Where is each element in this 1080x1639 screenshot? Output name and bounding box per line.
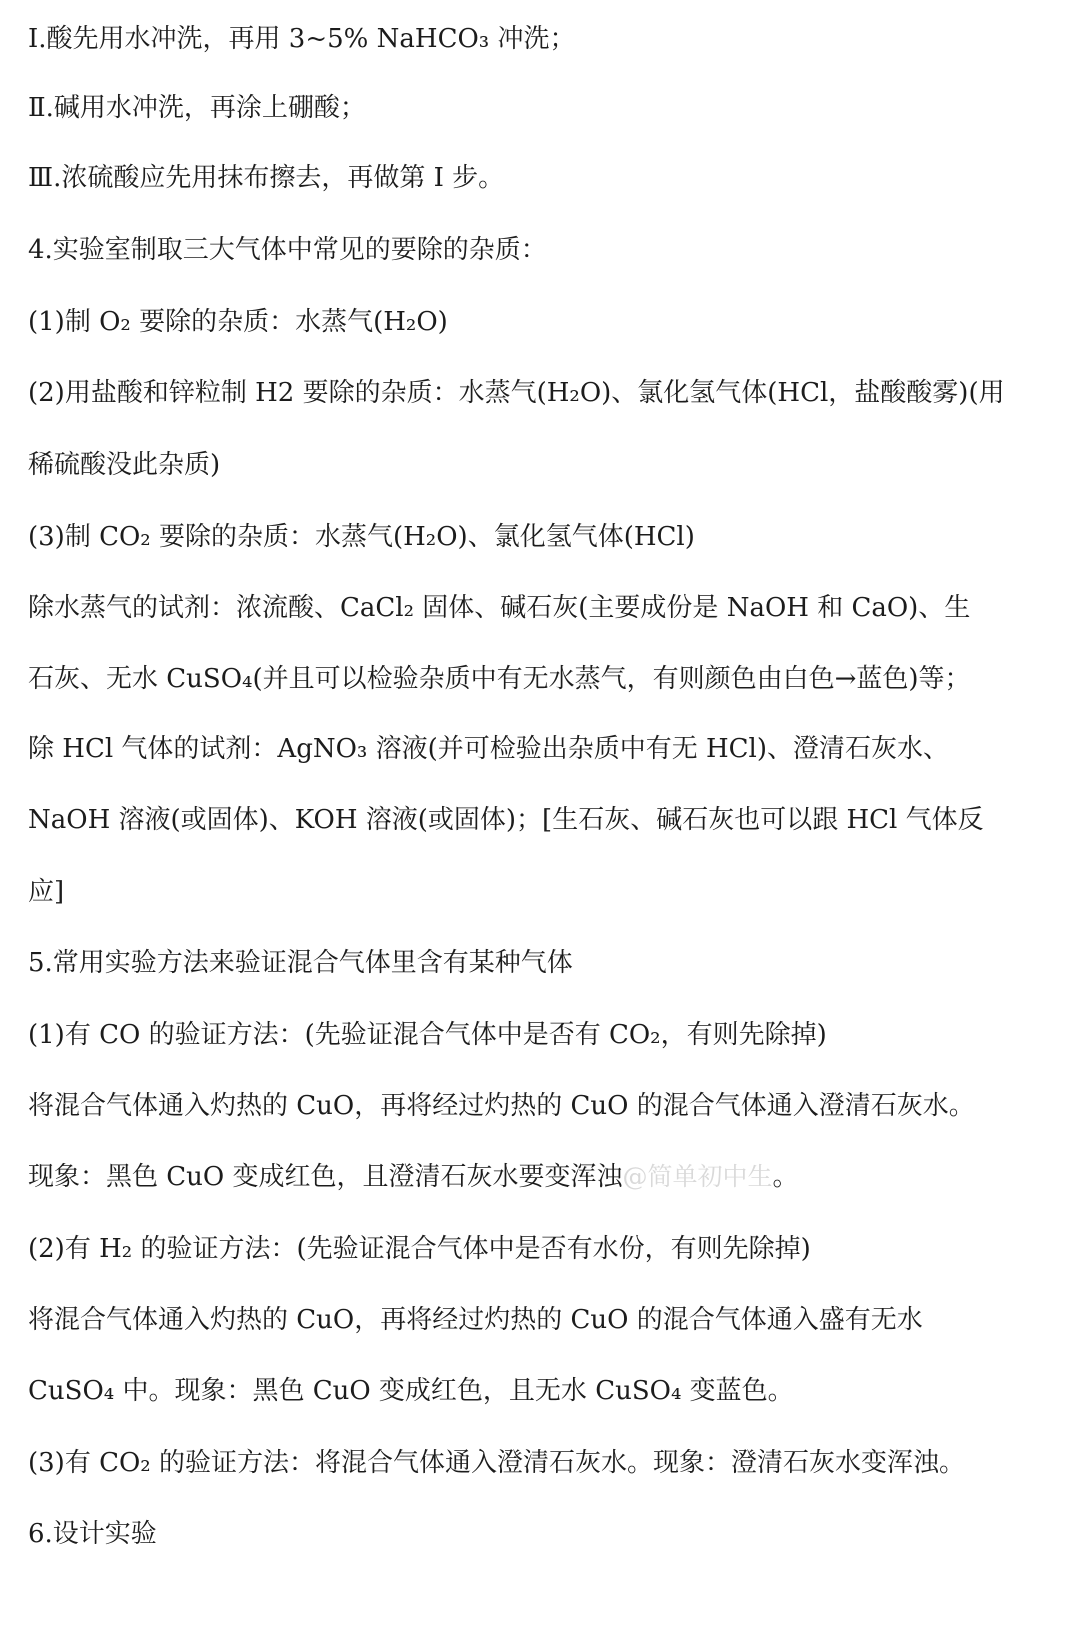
text-line: (3)有 CO₂ 的验证方法：将混合气体通入澄清石灰水。现象：澄清石灰水变浑浊。 bbox=[28, 1448, 965, 1478]
text-line: 4.实验室制取三大气体中常见的要除的杂质： bbox=[28, 235, 547, 265]
text-line: 稀硫酸没此杂质) bbox=[28, 450, 221, 480]
text-line: Ⅱ.碱用水冲洗，再涂上硼酸； bbox=[28, 93, 366, 123]
text-line: (1)有 CO 的验证方法：(先验证混合气体中是否有 CO₂，有则先除掉) bbox=[28, 1020, 827, 1050]
text-line: (2)有 H₂ 的验证方法：(先验证混合气体中是否有水份，有则先除掉) bbox=[28, 1234, 811, 1264]
text-line: 应] bbox=[28, 877, 65, 907]
line-tail-punctuation: 。 bbox=[772, 1162, 799, 1192]
text-line: (1)制 O₂ 要除的杂质：水蒸气(H₂O) bbox=[28, 307, 448, 337]
text-line: CuSO₄ 中。现象：黑色 CuO 变成红色，且无水 CuSO₄ 变蓝色。 bbox=[28, 1376, 794, 1406]
text-line: (2)用盐酸和锌粒制 H2 要除的杂质：水蒸气(H₂O)、氯化氢气体(HCl，盐酸酸雾)(用 bbox=[28, 378, 1005, 408]
text-line: NaOH 溶液(或固体)、KOH 溶液(或固体)；[生石灰、碱石灰也可以跟 HCl 气体反 bbox=[28, 805, 984, 835]
text-line-with-watermark bbox=[28, 1152, 1062, 1202]
watermark: @简单初中生 bbox=[622, 1162, 773, 1191]
text-line: Ⅲ.浓硫酸应先用抹布擦去，再做第 Ⅰ 步。 bbox=[28, 163, 505, 193]
text-line: 除 HCl 气体的试剂：AgNO₃ 溶液(并可检验出杂质中有无 HCl)、澄清石灰水、 bbox=[28, 734, 950, 764]
text-line: 除水蒸气的试剂：浓流酸、CaCl₂ 固体、碱石灰(主要成份是 NaOH 和 CaO)、生 bbox=[28, 593, 971, 623]
text-line: 石灰、无水 CuSO₄(并且可以检验杂质中有无水蒸气，有则颜色由白色→蓝色)等； bbox=[28, 664, 971, 694]
text-line: 6.设计实验 bbox=[28, 1519, 157, 1549]
text-line: 将混合气体通入灼热的 CuO，再将经过灼热的 CuO 的混合气体通入盛有无水 bbox=[28, 1305, 923, 1335]
text-line: 现象：黑色 CuO 变成红色，且澄清石灰水要变浑浊 bbox=[28, 1162, 623, 1192]
text-line: 5.常用实验方法来验证混合气体里含有某种气体 bbox=[28, 948, 573, 978]
text-line: 将混合气体通入灼热的 CuO，再将经过灼热的 CuO 的混合气体通入澄清石灰水。 bbox=[28, 1091, 975, 1121]
text-line: Ⅰ.酸先用水冲洗，再用 3~5% NaHCO₃ 冲洗； bbox=[28, 24, 576, 54]
text-line: (3)制 CO₂ 要除的杂质：水蒸气(H₂O)、氯化氢气体(HCl) bbox=[28, 522, 695, 552]
